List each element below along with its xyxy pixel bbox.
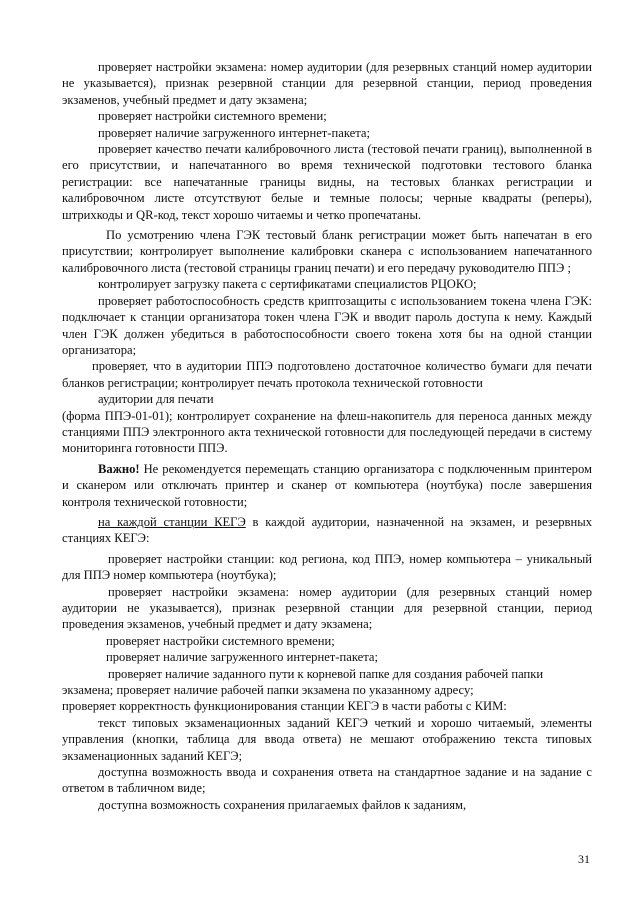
important-label: Важно! [98, 461, 140, 476]
paragraph: проверяет наличие загруженного интернет-пакета; [98, 125, 370, 140]
important-text: Не рекомендуется перемещать станцию организатора с подключенным принтером и сканером или отключать принтер и сканер от компьютера (ноутбука) после завершения контроля технической готовности; [62, 461, 592, 509]
underlined-phrase: на каждой станции КЕГЭ [98, 514, 246, 529]
paragraph: контролирует загрузку пакета с сертификатами специалистов РЦОКО; [98, 277, 477, 292]
paragraph: текст типовых экзаменационных заданий КЕГЭ четкий и хорошо читаемый, элементы управления (кнопки, таблица для ввода ответа) не мешают отображению текста типовых экзаменационных заданий КЕГЭ; [62, 715, 592, 763]
paragraph: проверяет настройки системного времени; [106, 633, 335, 648]
paragraph: проверяет корректность функционирования станции КЕГЭ в части работы с КИМ: [62, 699, 507, 714]
paragraph: проверяет настройки системного времени; [98, 109, 327, 124]
paragraph: проверяет наличие загруженного интернет-пакета; [106, 650, 378, 665]
paragraph: проверяет качество печати калибровочного листа (тестовой печати границ), выполненной в его присутствии, и напечатанного во время технической подготовки тестового бланка регистрации: все напечатанные границы видны, на тестовых бланках регистрации и калибровочном листе отсутствуют белые и темные полосы; черные квадраты (реперы), штрихкоды и QR-код, текст хорошо читаемы и четко пропечатаны. [62, 142, 592, 222]
paragraph: проверяет настройки станции: код региона, код ППЭ, номер компьютера – уникальный для ППЭ номер компьютера (ноутбука); [62, 551, 592, 583]
paragraph: По усмотрению члена ГЭК тестовый бланк регистрации может быть напечатан в его присутствии; контролирует выполнение калибровки сканера с использованием напечатанного калибровочного листа (тестовой страницы границ печати) и его передачу руководителю ППЭ ; [62, 228, 592, 275]
paragraph: (форма ППЭ-01-01); контролирует сохранение на флеш-накопитель для переноса данных между станциями ППЭ электронного акта технической готовности для последующей передачи в систему мониторинга готовности ППЭ. [62, 408, 592, 456]
document-body [62, 59, 592, 813]
page-number: 31 [578, 852, 590, 866]
paragraph: проверяет, что в аудитории ППЭ подготовлено достаточное количество бумаги для печати бланков регистрации; контролирует печать протокола технической готовности [62, 359, 592, 390]
paragraph: проверяет работоспособность средств криптозащиты с использованием токена члена ГЭК: подключает к станции организатора токен члена ГЭК и вводит пароль доступа к нему. Каждый член ГЭК должен убедиться в работоспособности своего токена хотя бы на одной станции организатора; [62, 293, 592, 357]
paragraph-kege-stations [62, 514, 592, 547]
paragraph: проверяет настройки экзамена: номер аудитории (для резервных станций номер аудитории не указывается), признак резервной станции для резервной станции, период проведения экзаменов, учебный предмет и дату экзамена; [62, 60, 592, 107]
paragraph: аудитории для печати [98, 392, 214, 407]
kege-stations-text: в каждой аудитории, назначенной на экзамен, и резервных станциях КЕГЭ: [62, 514, 592, 546]
paragraph: проверяет наличие заданного пути к корневой папке для создания рабочей папки экзамена; проверяет наличие рабочей папки экзамена по указанному адресу; [62, 666, 544, 698]
paragraph: доступна возможность сохранения прилагаемых файлов к заданиям, [98, 797, 467, 812]
paragraph-important [62, 461, 592, 510]
paragraph: проверяет настройки экзамена: номер аудитории (для резервных станций номер аудитории не указывается), признак резервной станции для резервной станции, период проведения экзаменов, учебный предмет и дату экзамена; [62, 584, 592, 632]
paragraph: доступна возможность ввода и сохранения ответа на стандартное задание и на задание с ответом в табличном виде; [62, 765, 592, 796]
